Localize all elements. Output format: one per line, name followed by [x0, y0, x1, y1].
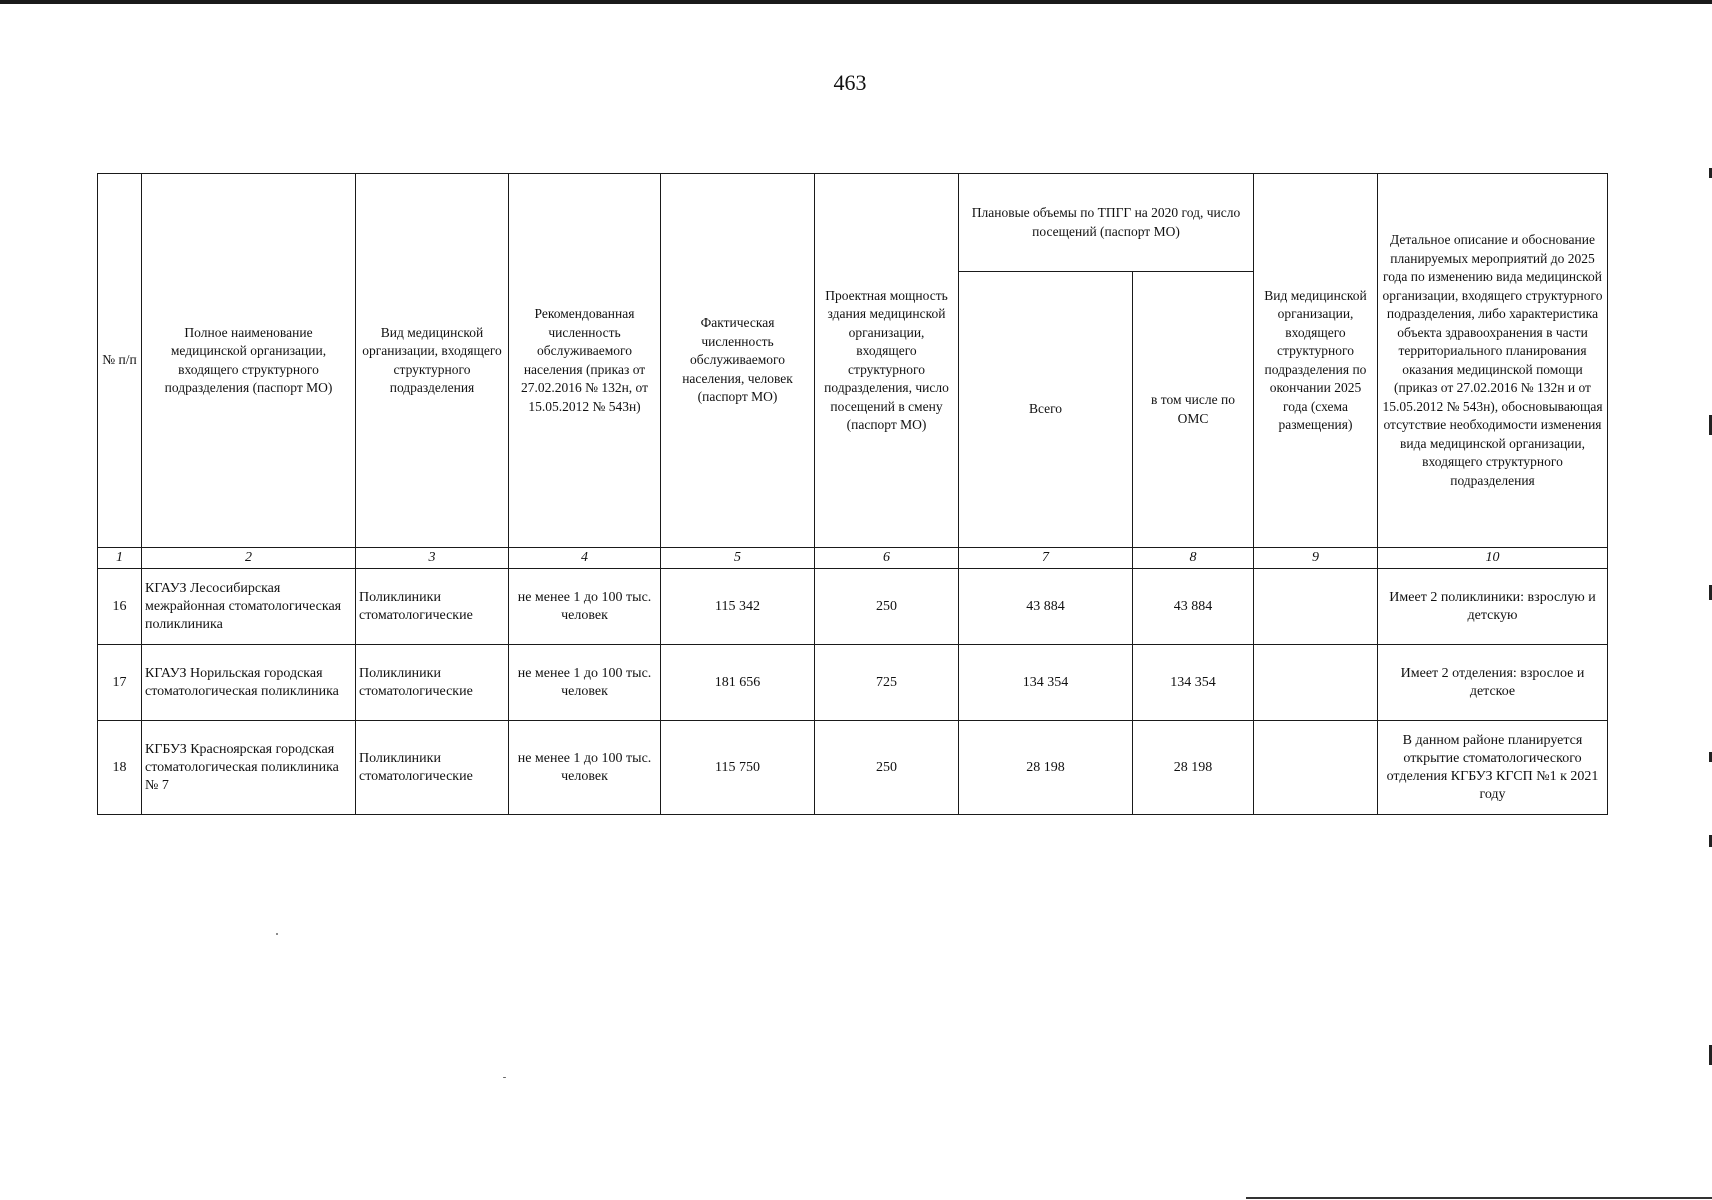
header-col1: № п/п: [98, 174, 142, 548]
planned-visits-total: 134 354: [959, 645, 1133, 721]
table-row: [98, 569, 1608, 645]
recommended-population: не менее 1 до 100 тыс. человек: [509, 569, 661, 645]
type-2025: [1254, 569, 1378, 645]
column-number: 3: [356, 548, 509, 569]
column-number: 10: [1378, 548, 1608, 569]
column-number: 1: [98, 548, 142, 569]
column-number: 4: [509, 548, 661, 569]
type-2025: [1254, 721, 1378, 815]
scan-speck: [276, 933, 278, 935]
actual-population: 181 656: [661, 645, 815, 721]
design-capacity: 250: [815, 569, 959, 645]
organization-name: КГАУЗ Лесосибирская межрайонная стоматологическая поликлиника: [142, 569, 356, 645]
row-number: 17: [98, 645, 142, 721]
column-number: 5: [661, 548, 815, 569]
column-number: 7: [959, 548, 1133, 569]
planned-visits-oms: 134 354: [1133, 645, 1254, 721]
header-row-top: [98, 174, 1608, 272]
type-2025: [1254, 645, 1378, 721]
scan-speck: [503, 1077, 506, 1078]
row-number: 18: [98, 721, 142, 815]
column-number: 8: [1133, 548, 1254, 569]
column-number-row: [98, 548, 1608, 569]
header-col7: Всего: [959, 272, 1133, 548]
header-col5: Фактическая численность обслуживаемого населения, человек (паспорт МО): [661, 174, 815, 548]
planned-visits-total: 43 884: [959, 569, 1133, 645]
organization-type: Поликлиники стоматологические: [356, 569, 509, 645]
recommended-population: не менее 1 до 100 тыс. человек: [509, 645, 661, 721]
column-number: 2: [142, 548, 356, 569]
detailed-description: Имеет 2 поликлиники: взрослую и детскую: [1378, 569, 1608, 645]
table-row: [98, 645, 1608, 721]
column-number: 9: [1254, 548, 1378, 569]
design-capacity: 250: [815, 721, 959, 815]
column-number: 6: [815, 548, 959, 569]
organization-name: КГБУЗ Красноярская городская стоматологическая поликлиника № 7: [142, 721, 356, 815]
header-planned-volumes: Плановые объемы по ТПГГ на 2020 год, число посещений (паспорт МО): [959, 174, 1254, 272]
detailed-description: Имеет 2 отделения: взрослое и детское: [1378, 645, 1608, 721]
organization-type: Поликлиники стоматологические: [356, 721, 509, 815]
header-col9: Вид медицинской организации, входящего структурного подразделения по окончании 2025 года (схема размещения): [1254, 174, 1378, 548]
planned-visits-total: 28 198: [959, 721, 1133, 815]
table-row: [98, 721, 1608, 815]
planned-visits-oms: 28 198: [1133, 721, 1254, 815]
header-col8: в том числе по ОМС: [1133, 272, 1254, 548]
detailed-description: В данном районе планируется открытие стоматологического отделения КГБУЗ КГСП №1 к 2021 году: [1378, 721, 1608, 815]
header-col2: Полное наименование медицинской организации, входящего структурного подразделения (паспорт МО): [142, 174, 356, 548]
organization-type: Поликлиники стоматологические: [356, 645, 509, 721]
planned-visits-oms: 43 884: [1133, 569, 1254, 645]
medical-organizations-table: [97, 173, 1608, 815]
header-col6: Проектная мощность здания медицинской организации, входящего структурного подразделения, число посещений в смену (паспорт МО): [815, 174, 959, 548]
actual-population: 115 342: [661, 569, 815, 645]
header-col3: Вид медицинской организации, входящего структурного подразделения: [356, 174, 509, 548]
scan-top-border: [0, 0, 1712, 4]
scan-bottom-rule: [1246, 1197, 1712, 1199]
recommended-population: не менее 1 до 100 тыс. человек: [509, 721, 661, 815]
row-number: 16: [98, 569, 142, 645]
actual-population: 115 750: [661, 721, 815, 815]
header-col10: Детальное описание и обоснование планируемых мероприятий до 2025 года по изменению вида медицинской организации, входящего структурного подразделения, либо характеристика объекта здравоохранения в части территориального планирования оказания медицинской помощи (приказ от 27.02.2016 № 132н и от 15.05.2012 № 543н), обосновывающая отсутствие необходимости изменения вида медицинской организации, входящего структурного подразделения: [1378, 174, 1608, 548]
page-number: 463: [833, 70, 867, 95]
header-col4: Рекомендованная численность обслуживаемого населения (приказ от 27.02.2016 № 132н, от 15.05.2012 № 543н): [509, 174, 661, 548]
organization-name: КГАУЗ Норильская городская стоматологическая поликлиника: [142, 645, 356, 721]
design-capacity: 725: [815, 645, 959, 721]
